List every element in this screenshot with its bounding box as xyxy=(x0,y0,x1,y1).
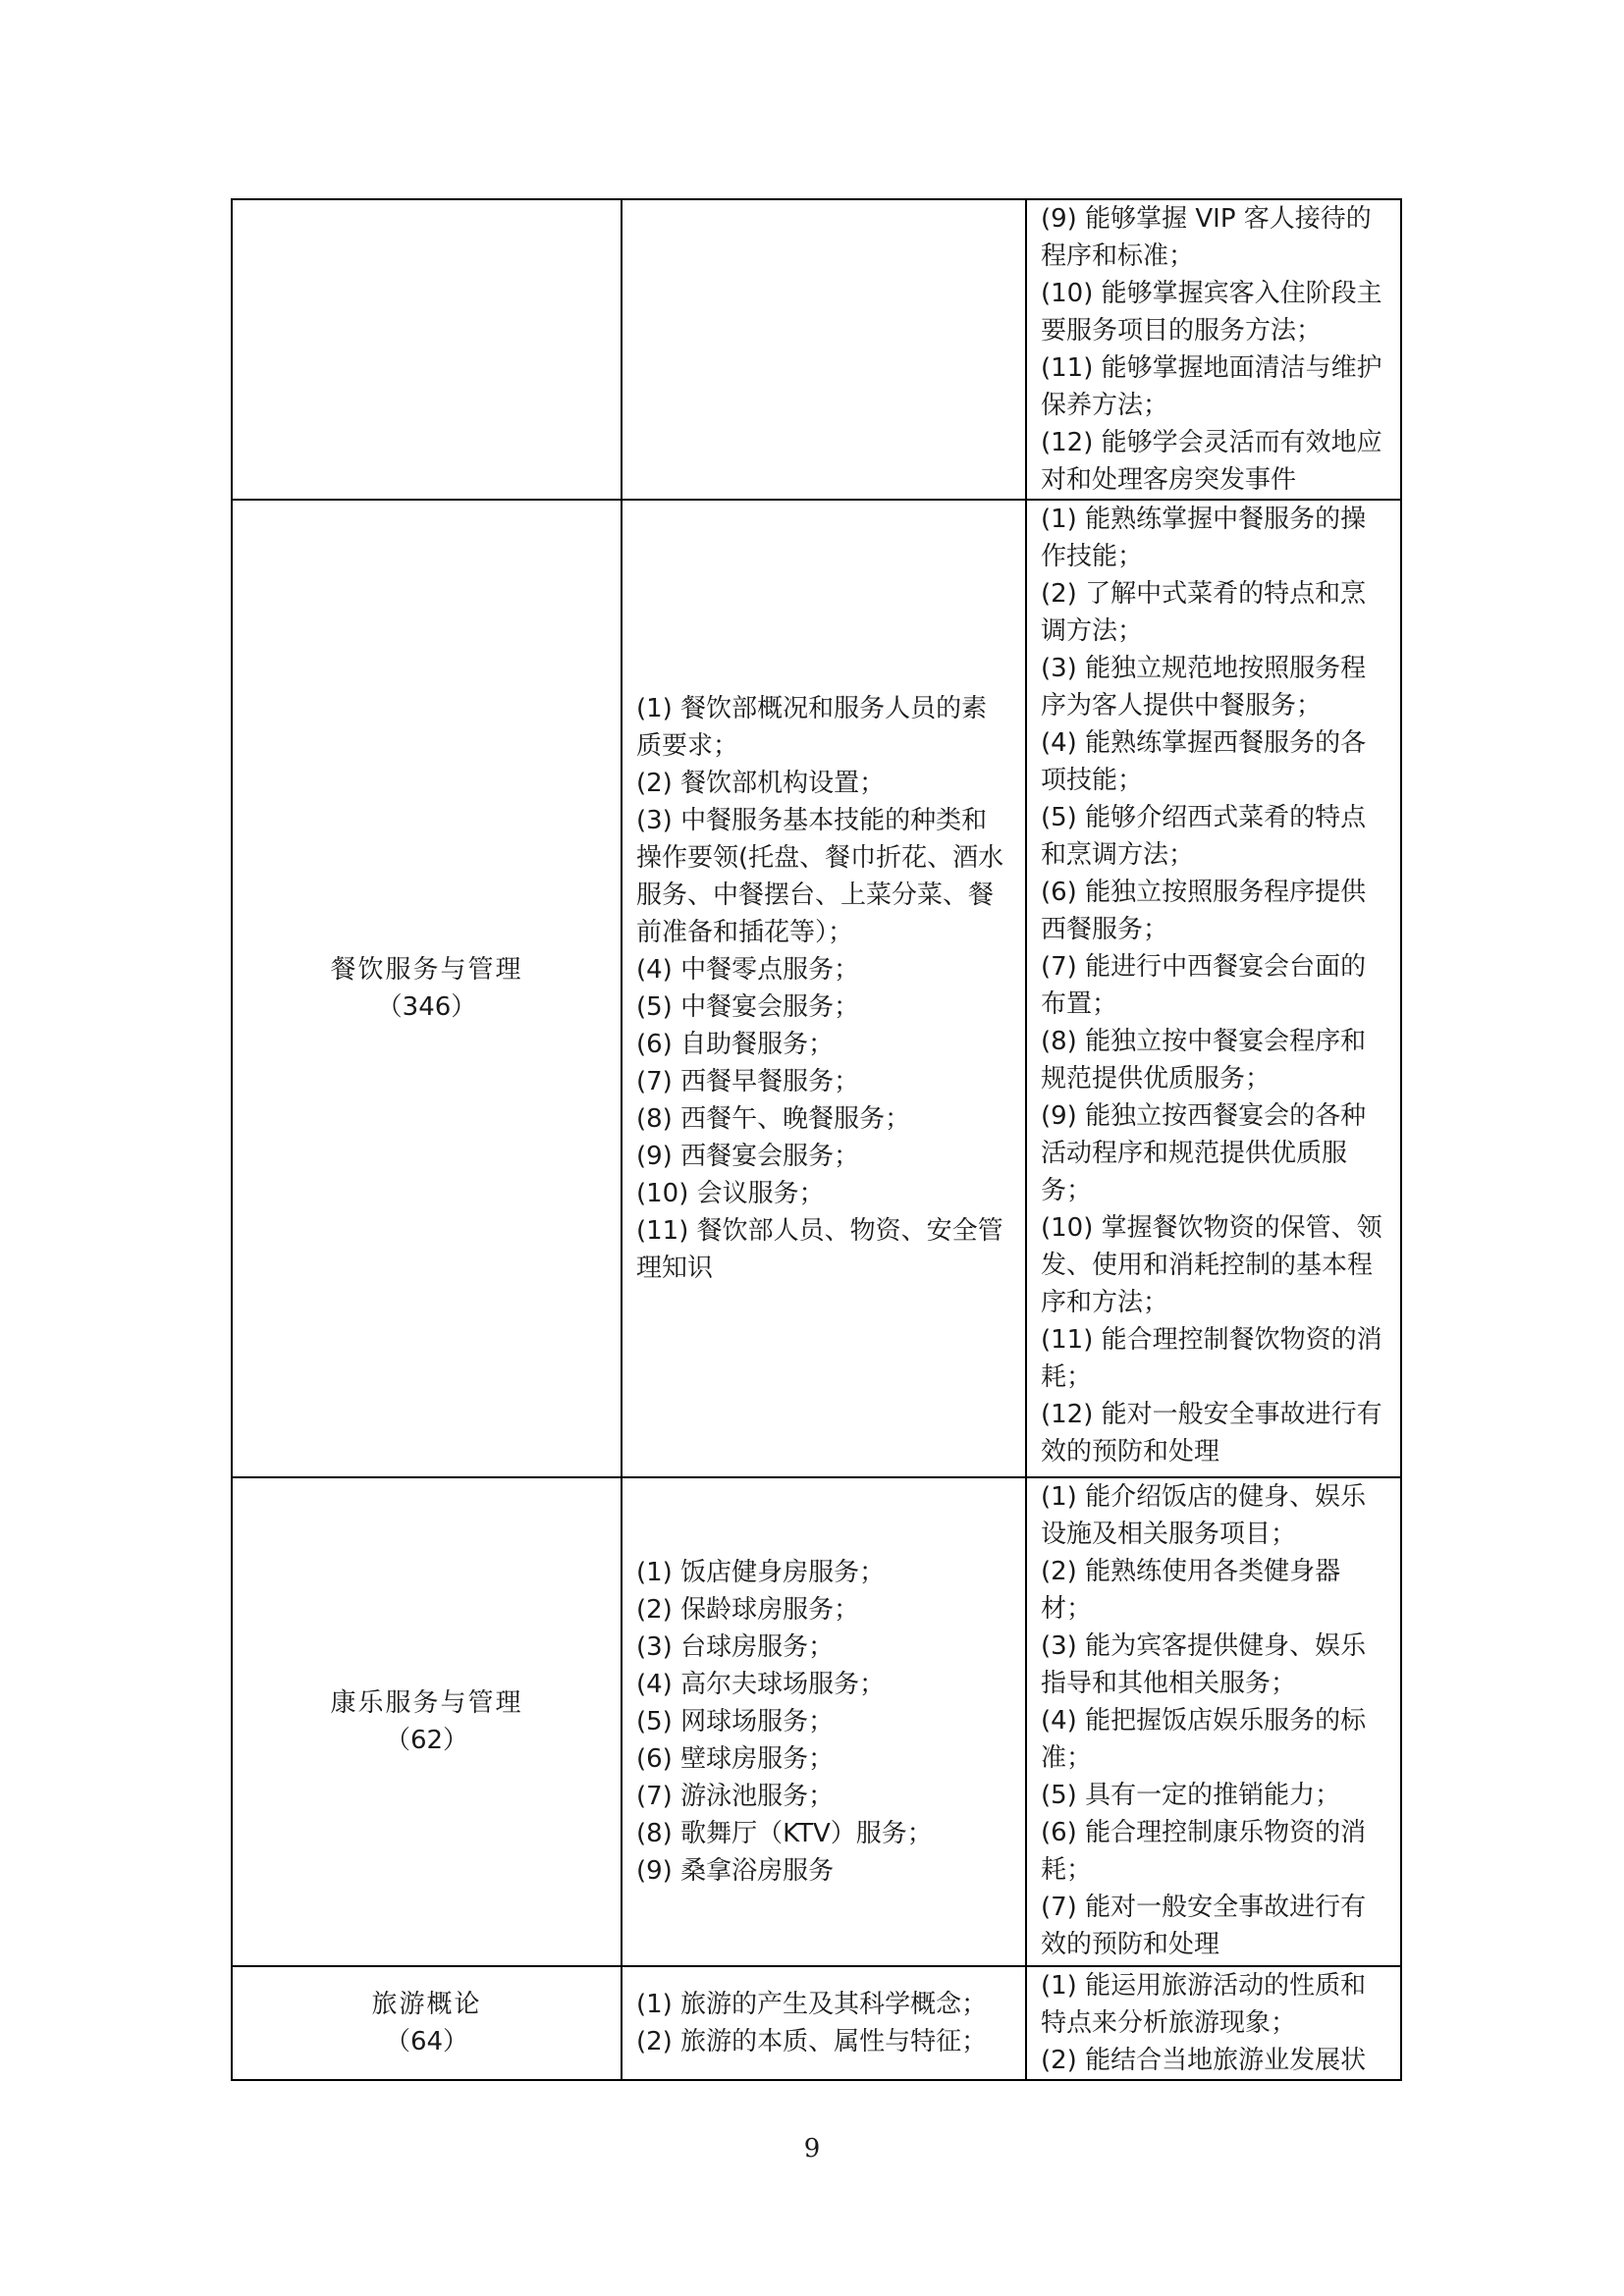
content-item: (9) 西餐宴会服务； xyxy=(636,1142,860,1171)
curriculum-table xyxy=(231,198,1402,2081)
requirement-item: (4) 能熟练掌握西餐服务的各项技能； xyxy=(1041,728,1367,795)
requirement-item: (10) 能够掌握宾客入住阶段主要服务项目的服务方法； xyxy=(1041,279,1382,346)
content-item: (3) 台球房服务； xyxy=(636,1632,835,1662)
requirement-item: (10) 掌握餐饮物资的保管、领发、使用和消耗控制的基本程序和方法； xyxy=(1041,1213,1382,1317)
course-name: 康乐服务与管理 xyxy=(330,1688,523,1718)
requirement-item: (4) 能把握饭店娱乐服务的标准； xyxy=(1041,1706,1367,1773)
table-row xyxy=(232,1966,1401,2080)
content-item: (2) 保龄球房服务； xyxy=(636,1595,860,1625)
requirement-item: (3) 能为宾客提供健身、娱乐指导和其他相关服务； xyxy=(1041,1631,1367,1698)
table-row xyxy=(232,1477,1401,1966)
content-item: (2) 旅游的本质、属性与特征； xyxy=(636,2027,988,2056)
requirement-item: (5) 能够介绍西式菜肴的特点和烹调方法； xyxy=(1041,803,1367,870)
requirement-item: (6) 能合理控制康乐物资的消耗； xyxy=(1041,1818,1367,1885)
requirement-item: (9) 能独立按西餐宴会的各种活动程序和规范提供优质服务； xyxy=(1041,1101,1367,1205)
content-item: (8) 歌舞厅（KTV）服务； xyxy=(636,1819,933,1848)
requirement-item: (1) 能熟练掌握中餐服务的操作技能； xyxy=(1041,505,1367,571)
course-hours: （346） xyxy=(376,992,477,1022)
requirement-item: (8) 能独立按中餐宴会程序和规范提供优质服务； xyxy=(1041,1027,1367,1094)
requirement-item: (3) 能独立规范地按照服务程序为客人提供中餐服务； xyxy=(1041,654,1367,721)
content-item: (5) 网球场服务； xyxy=(636,1707,835,1736)
content-item: (5) 中餐宴会服务； xyxy=(636,992,860,1022)
content-item: (4) 高尔夫球场服务； xyxy=(636,1670,886,1699)
content-item: (1) 旅游的产生及其科学概念； xyxy=(636,1990,988,2019)
requirements-cell xyxy=(1026,500,1401,1477)
table-row xyxy=(232,500,1401,1477)
content-item: (9) 桑拿浴房服务 xyxy=(636,1856,835,1886)
requirement-item: (12) 能对一般安全事故进行有效的预防和处理 xyxy=(1041,1400,1382,1467)
content-cell xyxy=(622,199,1026,500)
requirement-item: (1) 能介绍饭店的健身、娱乐设施及相关服务项目； xyxy=(1041,1482,1367,1549)
requirement-item: (7) 能对一般安全事故进行有效的预防和处理 xyxy=(1041,1893,1367,1959)
content-cell xyxy=(622,1966,1026,2080)
table-row xyxy=(232,199,1401,500)
content-item: (10) 会议服务； xyxy=(636,1179,825,1208)
course-hours: （64） xyxy=(384,2027,469,2056)
course-cell xyxy=(232,199,622,500)
requirements-cell xyxy=(1026,199,1401,500)
content-item: (7) 西餐早餐服务； xyxy=(636,1067,860,1096)
course-cell xyxy=(232,1477,622,1966)
requirement-item: (7) 能进行中西餐宴会台面的布置； xyxy=(1041,952,1367,1019)
content-item: (3) 中餐服务基本技能的种类和操作要领(托盘、餐巾折花、酒水服务、中餐摆台、上菜分菜、餐前准备和插花等）； xyxy=(636,806,1004,947)
page-number: 9 xyxy=(803,2134,821,2163)
course-name: 旅游概论 xyxy=(371,1990,482,2019)
requirement-item: (2) 了解中式菜肴的特点和烹调方法； xyxy=(1041,579,1367,646)
requirement-item: (2) 能熟练使用各类健身器材； xyxy=(1041,1557,1341,1624)
content-item: (11) 餐饮部人员、物资、安全管理知识 xyxy=(636,1216,1003,1283)
content-item: (1) 饭店健身房服务； xyxy=(636,1558,886,1587)
content-item: (6) 自助餐服务； xyxy=(636,1030,835,1059)
content-item: (1) 餐饮部概况和服务人员的素质要求； xyxy=(636,694,988,761)
requirement-item: (11) 能合理控制餐饮物资的消耗； xyxy=(1041,1325,1382,1392)
content-item: (7) 游泳池服务； xyxy=(636,1782,835,1811)
content-item: (8) 西餐午、晚餐服务； xyxy=(636,1104,911,1134)
course-name: 餐饮服务与管理 xyxy=(330,955,523,985)
requirement-item: (11) 能够掌握地面清洁与维护保养方法； xyxy=(1041,353,1382,420)
content-cell xyxy=(622,1477,1026,1966)
requirement-item: (9) 能够掌握 VIP 客人接待的程序和标准； xyxy=(1041,204,1372,271)
requirement-item: (2) 能结合当地旅游业发展状 xyxy=(1041,2046,1367,2075)
requirements-cell xyxy=(1026,1966,1401,2080)
requirement-item: (12) 能够学会灵活而有效地应对和处理客房突发事件 xyxy=(1041,428,1382,495)
content-item: (4) 中餐零点服务； xyxy=(636,955,860,985)
content-cell xyxy=(622,500,1026,1477)
requirements-cell xyxy=(1026,1477,1401,1966)
requirement-item: (1) 能运用旅游活动的性质和特点来分析旅游现象； xyxy=(1041,1971,1367,2038)
requirement-item: (6) 能独立按照服务程序提供西餐服务； xyxy=(1041,878,1367,944)
course-cell xyxy=(232,500,622,1477)
course-cell xyxy=(232,1966,622,2080)
requirement-item: (5) 具有一定的推销能力； xyxy=(1041,1781,1341,1810)
content-item: (2) 餐饮部机构设置； xyxy=(636,769,886,798)
course-hours: （62） xyxy=(384,1726,469,1755)
content-item: (6) 壁球房服务； xyxy=(636,1744,835,1774)
